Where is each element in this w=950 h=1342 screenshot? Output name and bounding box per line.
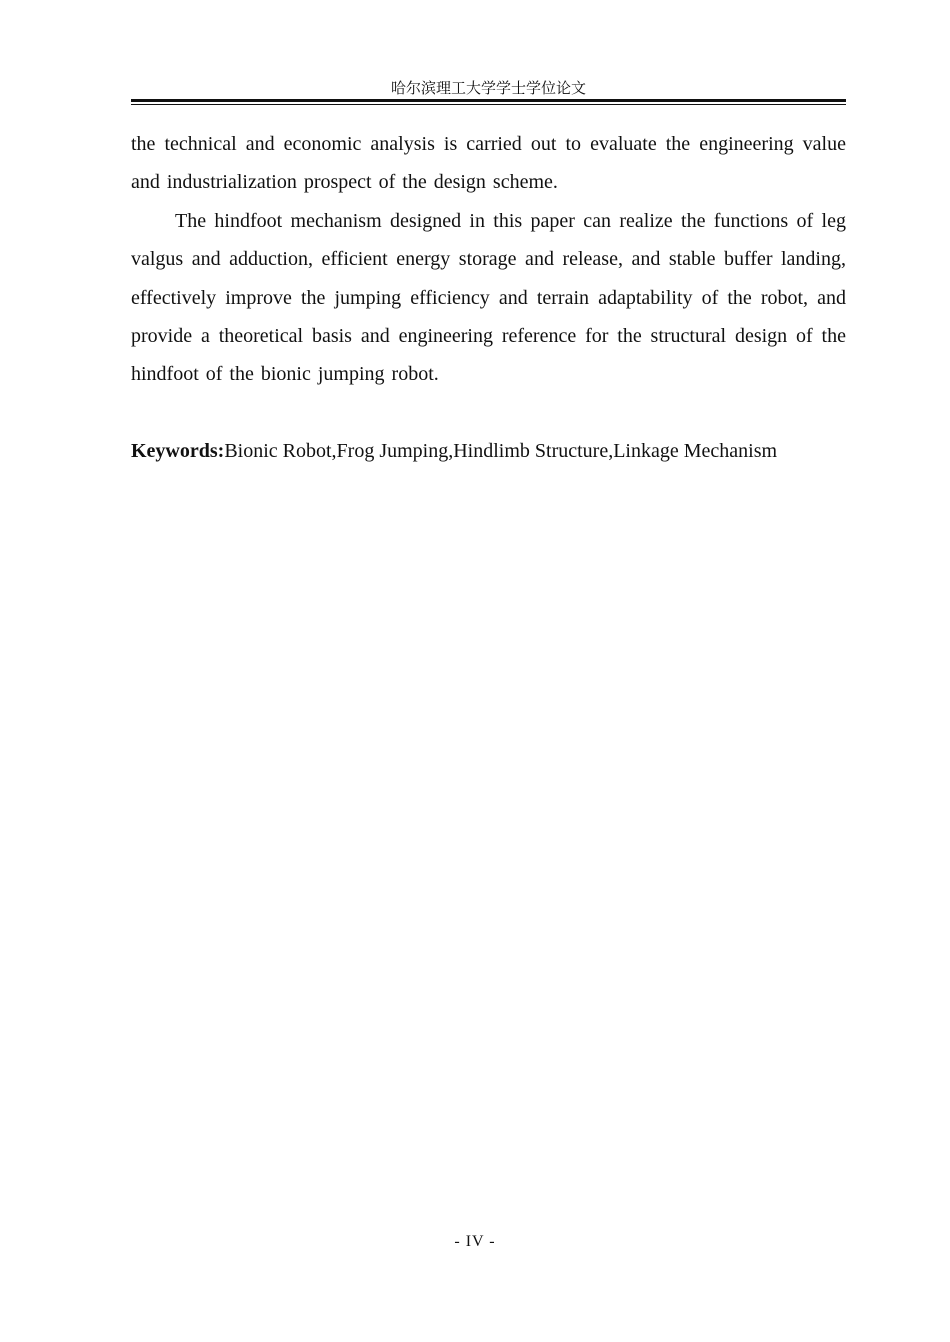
abstract-paragraph: The hindfoot mechanism designed in this paper can realize the functions of leg valgus and adduction, efficient energy storage and release, and stable buffer landing, effectively improve the jumping efficiency and terrain adaptability of the robot, and provide a theoretical basis and engineering reference for the structural design of the hindfoot of the bionic jumping robot. — [131, 209, 846, 386]
page-number: - IV - — [454, 1233, 496, 1250]
header-rule-thin — [131, 104, 846, 105]
keywords-line — [131, 432, 846, 470]
keywords-label: Keywords: — [131, 439, 225, 462]
keywords-text: Bionic Robot,Frog Jumping,Hindlimb Structure,Linkage Mechanism — [224, 439, 778, 462]
page-header-title: 哈尔滨理工大学学士学位论文 — [390, 79, 586, 97]
abstract-body — [131, 125, 846, 470]
header-rule-thick — [131, 99, 846, 102]
abstract-paragraph-continued: the technical and economic analysis is carried out to evaluate the engineering value and industrialization prospect of the design scheme. — [131, 133, 846, 194]
